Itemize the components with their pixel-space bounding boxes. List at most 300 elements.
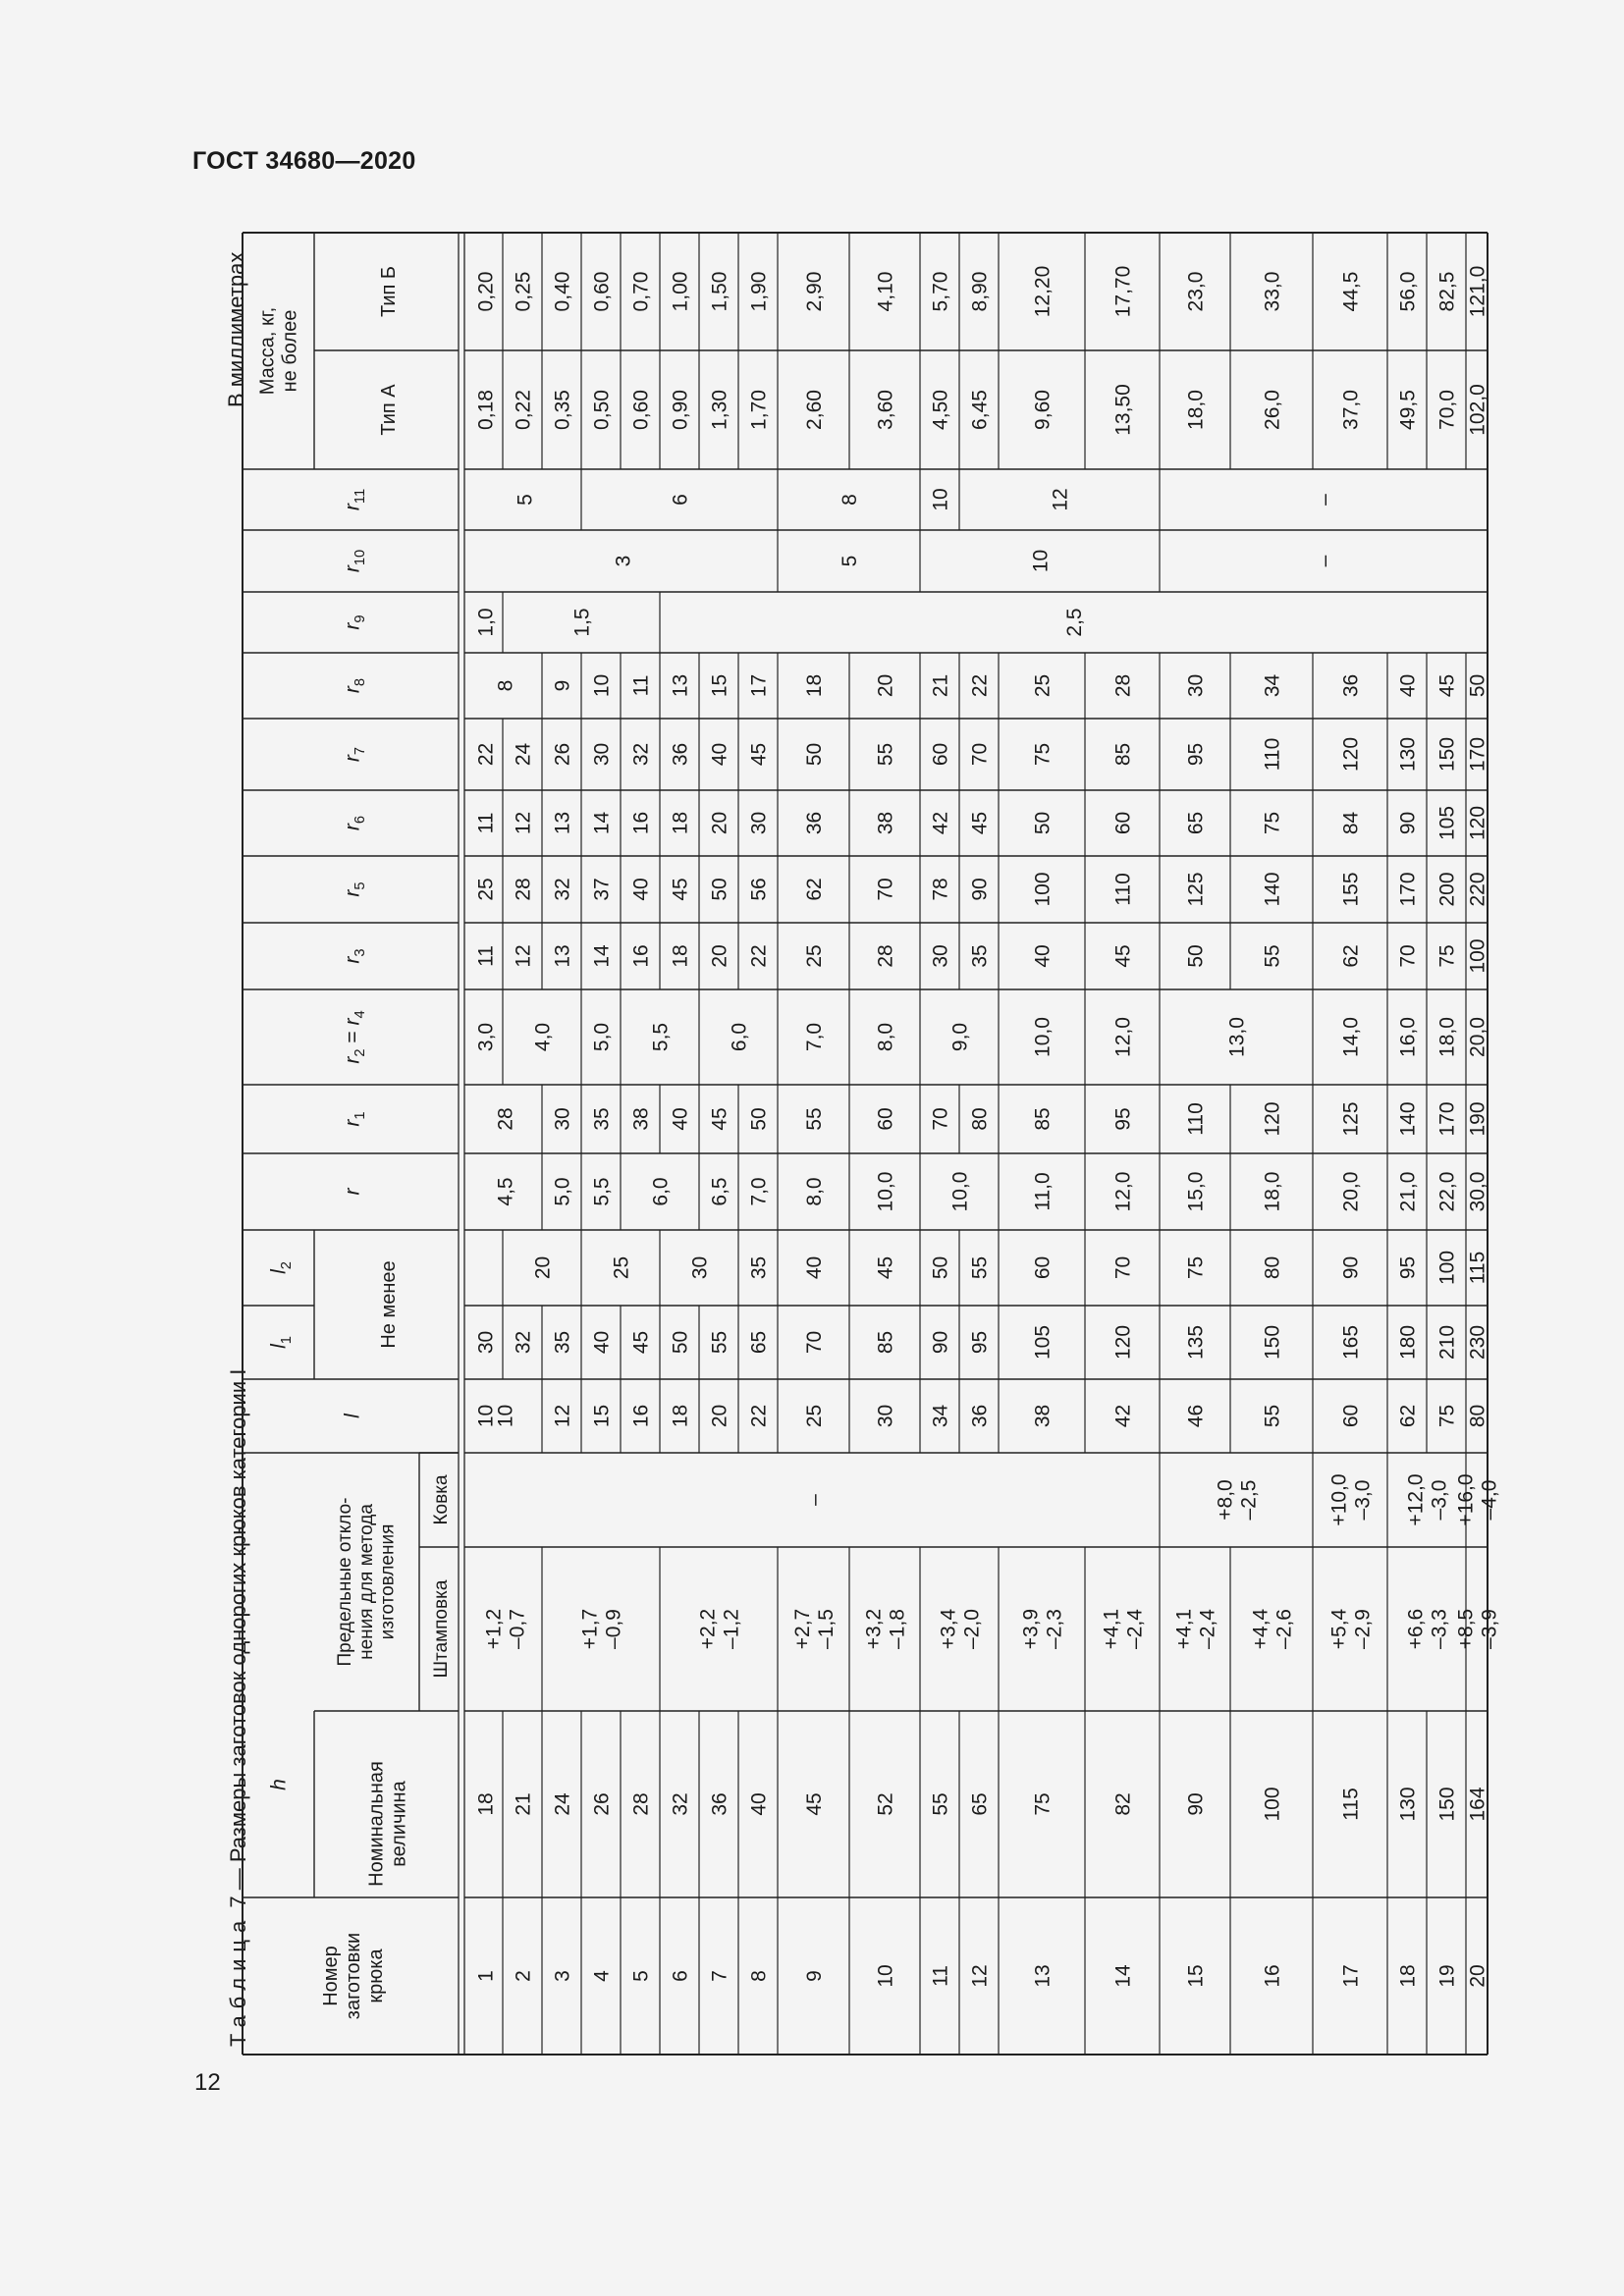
span-r1-5-5: 38 bbox=[629, 1107, 653, 1131]
span-r-17-17: 20,0 bbox=[1339, 1171, 1363, 1212]
cell-r8-row-11: 21 bbox=[929, 673, 952, 698]
span-r1-10-10: 60 bbox=[874, 1107, 897, 1131]
cell-mB-row-19: 82,5 bbox=[1435, 271, 1459, 312]
cell-r7-row-18: 130 bbox=[1396, 736, 1420, 773]
cell-l1-row-2: 32 bbox=[512, 1330, 535, 1355]
cell-r8-row-3: 9 bbox=[551, 679, 574, 692]
cell-l-row-1: 10 bbox=[474, 1404, 498, 1428]
cell-r5-row-1: 25 bbox=[474, 878, 498, 901]
cell-mB-row-16: 33,0 bbox=[1261, 271, 1284, 312]
cell-mA-row-14: 13,50 bbox=[1111, 384, 1135, 436]
cell-mA-row-10: 3,60 bbox=[874, 390, 897, 430]
span-r-8-8: 7,0 bbox=[747, 1177, 771, 1206]
cell-h-row-14: 82 bbox=[1111, 1792, 1135, 1816]
cell-r7-row-6: 36 bbox=[669, 742, 692, 767]
span-r10-1-8: 3 bbox=[612, 555, 635, 567]
cell-n-row-7: 7 bbox=[708, 1970, 731, 1982]
span-l2-17-17: 90 bbox=[1339, 1255, 1363, 1280]
cell-r5-row-4: 37 bbox=[590, 878, 614, 901]
cell-r3-row-1: 11 bbox=[474, 945, 498, 967]
cell-l-row-14: 42 bbox=[1111, 1404, 1135, 1428]
cell-r5-row-10: 70 bbox=[874, 878, 897, 901]
cell-h-row-13: 75 bbox=[1031, 1792, 1055, 1816]
cell-l1-row-9: 70 bbox=[803, 1330, 827, 1355]
span-r-11-12: 10,0 bbox=[948, 1171, 972, 1212]
cell-h-row-17: 115 bbox=[1339, 1788, 1363, 1821]
header-tipB: Тип Б bbox=[378, 265, 401, 318]
cell-r3-row-17: 62 bbox=[1339, 944, 1363, 968]
cell-r3-row-15: 50 bbox=[1184, 944, 1208, 968]
cell-r6-row-7: 20 bbox=[708, 811, 731, 835]
span-r2r4-18-18: 16,0 bbox=[1396, 1017, 1420, 1057]
span-r1-12-12: 80 bbox=[968, 1107, 992, 1131]
cell-l-row-12: 36 bbox=[968, 1404, 992, 1428]
cell-r6-row-20: 120 bbox=[1466, 805, 1489, 841]
cell-h-row-19: 150 bbox=[1435, 1787, 1459, 1822]
span-r-5-6: 6,0 bbox=[649, 1177, 673, 1206]
span-r-16-16: 18,0 bbox=[1261, 1171, 1284, 1212]
cell-l1-row-16: 150 bbox=[1261, 1324, 1284, 1361]
header-h: h bbox=[267, 1779, 291, 1790]
cell-n-row-9: 9 bbox=[803, 1970, 827, 1982]
cell-mA-row-16: 26,0 bbox=[1261, 390, 1284, 430]
span-r1-11-11: 70 bbox=[929, 1107, 952, 1131]
cell-l-row-5: 16 bbox=[629, 1404, 653, 1428]
span-sht-11-12: +3,4–2,0 bbox=[937, 1608, 984, 1650]
cell-l1-row-17: 165 bbox=[1339, 1324, 1363, 1361]
cell-h-row-16: 100 bbox=[1261, 1787, 1284, 1822]
cell-r7-row-11: 60 bbox=[929, 742, 952, 767]
caption-text: 7 — Размеры заготовок однорогих крюков категории I bbox=[226, 1368, 250, 1908]
cell-n-row-13: 13 bbox=[1031, 1964, 1055, 1988]
span-l2-10-10: 45 bbox=[874, 1255, 897, 1280]
cell-h-row-7: 36 bbox=[708, 1792, 731, 1816]
span-l2-13-13: 60 bbox=[1031, 1255, 1055, 1280]
span-r-9-9: 8,0 bbox=[803, 1177, 827, 1206]
span-r1-8-8: 50 bbox=[747, 1107, 771, 1131]
cell-mA-row-18: 49,5 bbox=[1396, 390, 1420, 430]
span-r1-18-18: 140 bbox=[1396, 1101, 1420, 1137]
cell-mB-row-18: 56,0 bbox=[1396, 271, 1420, 312]
span-r2r4-17-17: 14,0 bbox=[1339, 1017, 1363, 1057]
header-deviations: Предельные откло-нения для методаизготовления bbox=[334, 1497, 399, 1667]
cell-h-row-6: 32 bbox=[669, 1792, 692, 1816]
cell-r6-row-4: 14 bbox=[590, 811, 614, 835]
cell-mA-row-19: 70,0 bbox=[1435, 390, 1459, 430]
cell-mB-row-9: 2,90 bbox=[803, 271, 827, 312]
cell-r6-row-9: 36 bbox=[803, 811, 827, 835]
cell-h-row-15: 90 bbox=[1184, 1792, 1208, 1816]
header-mass: Масса, кг,не более bbox=[256, 306, 301, 396]
span-r1-1-2: 28 bbox=[494, 1107, 517, 1131]
span-sht-16-16: +4,4–2,6 bbox=[1249, 1608, 1296, 1650]
span-r2r4-10-10: 8,0 bbox=[874, 1022, 897, 1052]
cell-r6-row-5: 16 bbox=[629, 811, 653, 835]
cell-r8-row-15: 30 bbox=[1184, 673, 1208, 698]
span-r10-11-14: 10 bbox=[1029, 549, 1053, 573]
cell-mB-row-20: 121,0 bbox=[1466, 265, 1489, 318]
cell-n-row-12: 12 bbox=[968, 1964, 992, 1988]
cell-r8-row-5: 11 bbox=[629, 674, 653, 697]
cell-r6-row-12: 45 bbox=[968, 811, 992, 835]
header-r6: $r_6$ bbox=[341, 815, 368, 831]
cell-mB-row-17: 44,5 bbox=[1339, 271, 1363, 312]
span-r2r4-19-19: 18,0 bbox=[1435, 1017, 1459, 1057]
cell-r5-row-5: 40 bbox=[629, 878, 653, 901]
cell-r7-row-16: 110 bbox=[1261, 737, 1284, 772]
cell-mB-row-13: 12,20 bbox=[1031, 265, 1055, 318]
span-sht-20-20: +8,5–3,9 bbox=[1454, 1608, 1501, 1650]
cell-r5-row-9: 62 bbox=[803, 878, 827, 901]
span-r1-17-17: 125 bbox=[1339, 1101, 1363, 1137]
header-l2: $l_2$ bbox=[267, 1261, 295, 1274]
header-nominal: Номинальнаявеличина bbox=[365, 1761, 410, 1887]
span-r1-7-7: 45 bbox=[708, 1107, 731, 1131]
header-r3: $r_3$ bbox=[341, 948, 368, 964]
span-l-1-2: 10 bbox=[494, 1404, 517, 1428]
cell-r5-row-13: 100 bbox=[1031, 872, 1055, 907]
units-note: В миллиметрах bbox=[224, 251, 248, 407]
cell-mA-row-11: 4,50 bbox=[929, 390, 952, 430]
cell-mA-row-9: 2,60 bbox=[803, 390, 827, 430]
span-r2r4-15-16: 13,0 bbox=[1225, 1017, 1249, 1057]
span-r11-9-10: 8 bbox=[839, 494, 862, 506]
span-r1-16-16: 120 bbox=[1261, 1101, 1284, 1137]
cell-r6-row-18: 90 bbox=[1396, 811, 1420, 835]
cell-r8-row-14: 28 bbox=[1111, 673, 1135, 698]
cell-r7-row-15: 95 bbox=[1184, 742, 1208, 767]
caption-prefix: Таблица bbox=[226, 1913, 250, 2047]
span-l2-15-15: 75 bbox=[1184, 1255, 1208, 1280]
cell-l1-row-14: 120 bbox=[1111, 1324, 1135, 1361]
cell-l1-row-20: 230 bbox=[1466, 1324, 1489, 1361]
cell-r5-row-15: 125 bbox=[1184, 872, 1208, 907]
cell-n-row-4: 4 bbox=[590, 1970, 614, 1982]
cell-mA-row-2: 0,22 bbox=[512, 390, 535, 430]
cell-r5-row-17: 155 bbox=[1339, 872, 1363, 907]
cell-mA-row-8: 1,70 bbox=[747, 390, 771, 430]
cell-l1-row-13: 105 bbox=[1031, 1324, 1055, 1361]
header-l: l bbox=[341, 1414, 364, 1418]
cell-h-row-20: 164 bbox=[1466, 1787, 1489, 1822]
span-r1-13-13: 85 bbox=[1031, 1107, 1055, 1131]
span-r2r4-1-1: 3,0 bbox=[474, 1022, 498, 1052]
cell-h-row-4: 26 bbox=[590, 1792, 614, 1816]
cell-r7-row-1: 22 bbox=[474, 742, 498, 767]
cell-l-row-16: 55 bbox=[1261, 1404, 1284, 1428]
span-r1-9-9: 55 bbox=[803, 1107, 827, 1131]
cell-r7-row-19: 150 bbox=[1435, 736, 1459, 773]
span-sht-15-15: +4,1–2,4 bbox=[1172, 1608, 1219, 1650]
header-r7: $r_7$ bbox=[341, 746, 368, 763]
cell-mB-row-8: 1,90 bbox=[747, 271, 771, 312]
cell-r5-row-8: 56 bbox=[747, 878, 771, 901]
cell-l1-row-19: 210 bbox=[1435, 1324, 1459, 1361]
cell-h-row-11: 55 bbox=[929, 1792, 952, 1816]
span-r-20-20: 30,0 bbox=[1466, 1171, 1489, 1212]
cell-r6-row-6: 18 bbox=[669, 811, 692, 835]
header-l1: $l_1$ bbox=[267, 1336, 295, 1349]
span-sht-9-9: +2,7–1,5 bbox=[790, 1608, 839, 1650]
span-r-14-14: 12,0 bbox=[1111, 1171, 1135, 1212]
span-l2-18-18: 95 bbox=[1396, 1255, 1420, 1280]
cell-r3-row-5: 16 bbox=[629, 944, 653, 968]
cell-r6-row-2: 12 bbox=[512, 811, 535, 835]
span-r-7-7: 6,5 bbox=[708, 1177, 731, 1206]
cell-r7-row-17: 120 bbox=[1339, 736, 1363, 773]
span-r10-9-10: 5 bbox=[839, 555, 862, 567]
header-kovka: Ковка bbox=[430, 1474, 452, 1525]
cell-l-row-20: 80 bbox=[1466, 1404, 1489, 1428]
cell-mB-row-5: 0,70 bbox=[629, 271, 653, 312]
cell-mA-row-17: 37,0 bbox=[1339, 390, 1363, 430]
cell-n-row-20: 20 bbox=[1466, 1964, 1489, 1988]
header-r: r bbox=[341, 1188, 364, 1196]
span-l2-16-16: 80 bbox=[1261, 1255, 1284, 1280]
header-r9: $r_9$ bbox=[341, 614, 368, 630]
span-sht-1-2: +1,2–0,7 bbox=[482, 1608, 529, 1650]
span-r-3-3: 5,0 bbox=[551, 1177, 574, 1206]
cell-r3-row-18: 70 bbox=[1396, 944, 1420, 968]
cell-r5-row-2: 28 bbox=[512, 878, 535, 901]
cell-l1-row-10: 85 bbox=[874, 1330, 897, 1355]
cell-r3-row-3: 13 bbox=[551, 944, 574, 968]
cell-mA-row-13: 9,60 bbox=[1031, 390, 1055, 430]
header-tipA: Тип А bbox=[378, 384, 401, 436]
cell-r5-row-3: 32 bbox=[551, 878, 574, 901]
span-r-13-13: 11,0 bbox=[1031, 1172, 1055, 1211]
span-r1-4-4: 35 bbox=[590, 1107, 614, 1131]
cell-r8-row-18: 40 bbox=[1396, 673, 1420, 698]
document-id: ГОСТ 34680—2020 bbox=[192, 147, 416, 175]
span-r-15-15: 15,0 bbox=[1184, 1171, 1208, 1212]
cell-r6-row-11: 42 bbox=[929, 811, 952, 835]
cell-r8-row-16: 34 bbox=[1261, 673, 1284, 698]
cell-r7-row-9: 50 bbox=[803, 742, 827, 767]
span-l2-20-20: 115 bbox=[1466, 1251, 1489, 1285]
cell-l-row-3: 12 bbox=[551, 1404, 574, 1428]
cell-l1-row-12: 95 bbox=[968, 1330, 992, 1355]
cell-r8-row-9: 18 bbox=[803, 673, 827, 698]
span-r-18-18: 21,0 bbox=[1396, 1171, 1420, 1212]
cell-n-row-15: 15 bbox=[1184, 1964, 1208, 1988]
cell-r8-row-10: 20 bbox=[874, 673, 897, 698]
cell-r6-row-16: 75 bbox=[1261, 811, 1284, 835]
cell-l-row-13: 38 bbox=[1031, 1404, 1055, 1428]
cell-h-row-9: 45 bbox=[803, 1792, 827, 1816]
cell-mA-row-3: 0,35 bbox=[551, 390, 574, 430]
span-sht-18-19: +6,6–3,3 bbox=[1404, 1608, 1451, 1650]
cell-h-row-1: 18 bbox=[474, 1792, 498, 1816]
cell-mA-row-20: 102,0 bbox=[1466, 384, 1489, 436]
cell-r7-row-13: 75 bbox=[1031, 742, 1055, 767]
cell-l-row-18: 62 bbox=[1396, 1404, 1420, 1428]
cell-r5-row-7: 50 bbox=[708, 878, 731, 901]
cell-l1-row-7: 55 bbox=[708, 1330, 731, 1355]
cell-r3-row-16: 55 bbox=[1261, 944, 1284, 968]
span-r2r4-2-3: 4,0 bbox=[531, 1022, 555, 1052]
span-l2-4-5: 25 bbox=[610, 1255, 633, 1280]
span-l2-9-9: 40 bbox=[803, 1255, 827, 1280]
cell-mA-row-6: 0,90 bbox=[669, 390, 692, 430]
cell-mB-row-2: 0,25 bbox=[512, 271, 535, 312]
cell-r5-row-6: 45 bbox=[669, 878, 692, 901]
cell-r5-row-18: 170 bbox=[1396, 872, 1420, 907]
cell-n-row-10: 10 bbox=[874, 1964, 897, 1988]
cell-r3-row-12: 35 bbox=[968, 944, 992, 968]
header-nomer: Номерзаготовкикрюка bbox=[320, 1932, 388, 2020]
span-r11-4-8: 6 bbox=[669, 494, 692, 506]
span-r2r4-4-4: 5,0 bbox=[590, 1022, 614, 1052]
cell-l1-row-1: 30 bbox=[474, 1330, 498, 1355]
cell-n-row-17: 17 bbox=[1339, 1964, 1363, 1988]
span-r2r4-7-8: 6,0 bbox=[728, 1022, 751, 1052]
cell-r8-row-13: 25 bbox=[1031, 673, 1055, 698]
cell-mB-row-3: 0,40 bbox=[551, 271, 574, 312]
cell-n-row-14: 14 bbox=[1111, 1964, 1135, 1988]
span-sht-13-13: +3,9–2,3 bbox=[1019, 1608, 1066, 1650]
cell-r7-row-2: 24 bbox=[512, 742, 535, 767]
span-r10-15-20: – bbox=[1313, 555, 1336, 567]
cell-r6-row-3: 13 bbox=[551, 811, 574, 835]
cell-l-row-9: 25 bbox=[803, 1404, 827, 1428]
cell-l1-row-15: 135 bbox=[1184, 1324, 1208, 1361]
span-r2r4-9-9: 7,0 bbox=[803, 1022, 827, 1052]
cell-r5-row-19: 200 bbox=[1435, 872, 1459, 907]
cell-r8-row-7: 15 bbox=[708, 673, 731, 698]
span-kov-17-17: +10,0–3,0 bbox=[1327, 1473, 1375, 1526]
header-r1: $r_1$ bbox=[341, 1111, 368, 1127]
cell-n-row-2: 2 bbox=[512, 1970, 535, 1982]
cell-mA-row-7: 1,30 bbox=[708, 390, 731, 430]
cell-r6-row-8: 30 bbox=[747, 811, 771, 835]
cell-r8-row-12: 22 bbox=[968, 673, 992, 698]
cell-l1-row-8: 65 bbox=[747, 1330, 771, 1355]
span-l2-14-14: 70 bbox=[1111, 1255, 1135, 1280]
span-kov-15-16: +8,0–2,5 bbox=[1214, 1479, 1261, 1521]
cell-n-row-19: 19 bbox=[1435, 1964, 1459, 1988]
span-r1-3-3: 30 bbox=[551, 1107, 574, 1131]
span-r-4-4: 5,5 bbox=[590, 1177, 614, 1206]
span-r1-20-20: 190 bbox=[1466, 1101, 1489, 1137]
span-r8-1-2: 8 bbox=[494, 679, 517, 692]
span-kov-18-19: +12,0–3,0 bbox=[1404, 1473, 1451, 1526]
cell-r7-row-8: 45 bbox=[747, 742, 771, 767]
cell-r5-row-11: 78 bbox=[929, 878, 952, 901]
cell-mA-row-12: 6,45 bbox=[968, 390, 992, 430]
span-r1-6-6: 40 bbox=[669, 1107, 692, 1131]
cell-r6-row-10: 38 bbox=[874, 811, 897, 835]
cell-l1-row-4: 40 bbox=[590, 1330, 614, 1355]
cell-r6-row-17: 84 bbox=[1339, 811, 1363, 835]
header-r8: $r_8$ bbox=[341, 677, 368, 694]
span-sht-14-14: +4,1–2,4 bbox=[1100, 1608, 1147, 1650]
span-kov-20-20: +16,0–4,0 bbox=[1454, 1473, 1501, 1526]
cell-r8-row-4: 10 bbox=[590, 673, 614, 698]
cell-r3-row-8: 22 bbox=[747, 944, 771, 968]
cell-r7-row-20: 170 bbox=[1466, 736, 1489, 773]
cell-l-row-15: 46 bbox=[1184, 1404, 1208, 1428]
span-l2-12-12: 55 bbox=[968, 1255, 992, 1280]
cell-l-row-17: 60 bbox=[1339, 1404, 1363, 1428]
cell-mB-row-4: 0,60 bbox=[590, 271, 614, 312]
cell-r7-row-7: 40 bbox=[708, 742, 731, 767]
cell-r6-row-1: 11 bbox=[474, 812, 498, 834]
cell-r7-row-10: 55 bbox=[874, 742, 897, 767]
span-r-19-19: 22,0 bbox=[1435, 1171, 1459, 1212]
cell-l1-row-6: 50 bbox=[669, 1330, 692, 1355]
cell-n-row-3: 3 bbox=[551, 1970, 574, 1982]
cell-n-row-8: 8 bbox=[747, 1970, 771, 1982]
header-ne-menee: Не менее bbox=[378, 1260, 401, 1349]
cell-r7-row-12: 70 bbox=[968, 742, 992, 767]
span-l2-6-7: 30 bbox=[688, 1255, 712, 1280]
header-shtampovka: Штамповка bbox=[430, 1579, 452, 1679]
span-r11-11-11: 10 bbox=[929, 488, 952, 511]
cell-r3-row-20: 100 bbox=[1466, 938, 1489, 974]
span-r1-15-15: 110 bbox=[1184, 1102, 1208, 1136]
cell-r5-row-14: 110 bbox=[1111, 873, 1135, 906]
span-sht-10-10: +3,2–1,8 bbox=[862, 1608, 909, 1650]
cell-mB-row-10: 4,10 bbox=[874, 271, 897, 312]
cell-r7-row-5: 32 bbox=[629, 742, 653, 767]
span-sht-17-17: +5,4–2,9 bbox=[1327, 1608, 1375, 1650]
cell-l1-row-18: 180 bbox=[1396, 1324, 1420, 1361]
span-r9-6-20: 2,5 bbox=[1063, 608, 1087, 637]
cell-mA-row-4: 0,50 bbox=[590, 390, 614, 430]
cell-r3-row-14: 45 bbox=[1111, 944, 1135, 968]
cell-n-row-6: 6 bbox=[669, 1970, 692, 1982]
span-r9-2-5: 1,5 bbox=[570, 608, 594, 637]
cell-n-row-5: 5 bbox=[629, 1970, 653, 1982]
cell-n-row-18: 18 bbox=[1396, 1964, 1420, 1988]
cell-l-row-11: 34 bbox=[929, 1404, 952, 1428]
page-number: 12 bbox=[194, 2069, 221, 2096]
cell-r5-row-20: 220 bbox=[1466, 872, 1489, 907]
cell-mA-row-1: 0,18 bbox=[474, 390, 498, 430]
cell-r5-row-12: 90 bbox=[968, 878, 992, 901]
header-r11: $r_{11}$ bbox=[341, 488, 368, 511]
cell-n-row-11: 11 bbox=[929, 1965, 952, 1987]
span-r-10-10: 10,0 bbox=[874, 1171, 897, 1212]
header-r2r4: $r_2 = r_4$ bbox=[341, 1010, 368, 1064]
span-r2r4-11-12: 9,0 bbox=[948, 1022, 972, 1052]
header-r10: $r_{10}$ bbox=[341, 549, 368, 573]
cell-h-row-18: 130 bbox=[1396, 1787, 1420, 1822]
cell-mB-row-11: 5,70 bbox=[929, 271, 952, 312]
span-sht-3-5: +1,7–0,9 bbox=[578, 1608, 625, 1650]
cell-l-row-6: 18 bbox=[669, 1404, 692, 1428]
cell-r8-row-19: 45 bbox=[1435, 673, 1459, 698]
span-l2-8-8: 35 bbox=[747, 1255, 771, 1280]
cell-h-row-12: 65 bbox=[968, 1792, 992, 1816]
span-sht-6-8: +2,2–1,2 bbox=[696, 1608, 743, 1650]
cell-l-row-10: 30 bbox=[874, 1404, 897, 1428]
cell-r3-row-10: 28 bbox=[874, 944, 897, 968]
header-r5: $r_5$ bbox=[341, 881, 368, 897]
cell-n-row-16: 16 bbox=[1261, 1964, 1284, 1988]
cell-r6-row-14: 60 bbox=[1111, 811, 1135, 835]
cell-r7-row-3: 26 bbox=[551, 742, 574, 767]
cell-r3-row-13: 40 bbox=[1031, 944, 1055, 968]
cell-l1-row-3: 35 bbox=[551, 1330, 574, 1355]
cell-l-row-4: 15 bbox=[590, 1404, 614, 1428]
cell-r6-row-13: 50 bbox=[1031, 811, 1055, 835]
cell-r3-row-19: 75 bbox=[1435, 944, 1459, 968]
cell-r8-row-8: 17 bbox=[747, 673, 771, 698]
cell-l-row-8: 22 bbox=[747, 1404, 771, 1428]
cell-r8-row-6: 13 bbox=[669, 673, 692, 698]
